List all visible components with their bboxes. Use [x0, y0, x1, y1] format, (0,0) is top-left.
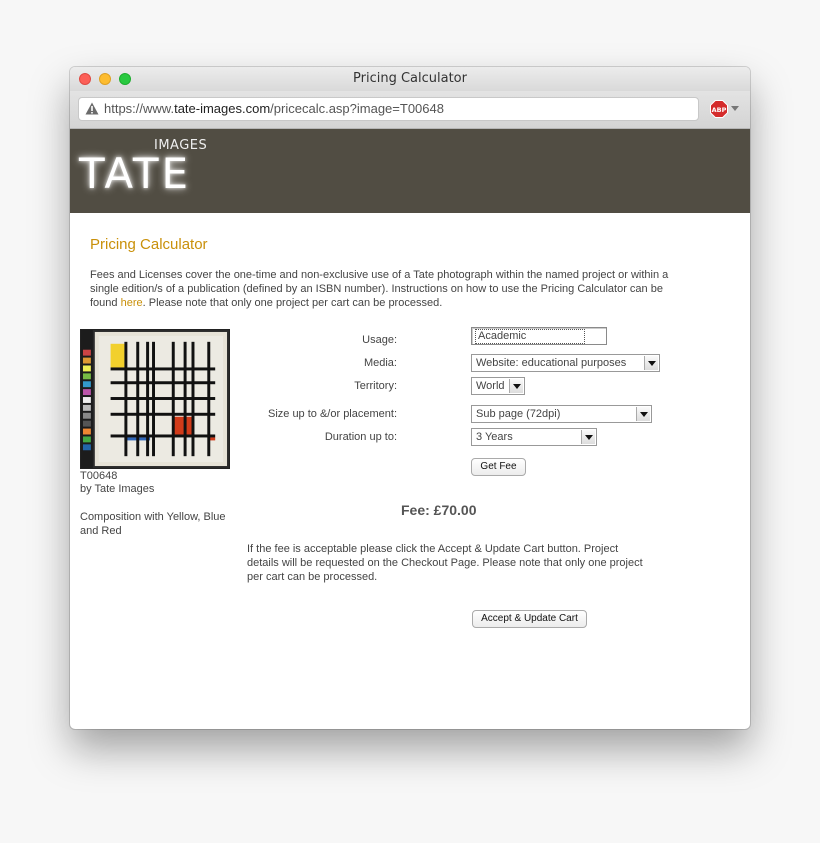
chevron-down-icon	[636, 407, 650, 421]
get-fee-button[interactable]: Get Fee	[471, 458, 526, 476]
url-text	[104, 98, 444, 120]
url-domain: tate-images.com	[174, 101, 271, 116]
adblock-menu-chevron-icon[interactable]	[731, 106, 739, 111]
minimize-window-button[interactable]	[99, 73, 111, 85]
artwork-credit: by Tate Images	[80, 483, 155, 495]
intro-text	[90, 268, 670, 310]
zoom-window-button[interactable]	[119, 73, 131, 85]
media-label: Media:	[363, 357, 397, 369]
duration-value: 3 Years	[476, 431, 513, 443]
window-controls	[79, 73, 131, 85]
title-bar	[70, 67, 750, 91]
accept-note: If the fee is acceptable please click the Accept & Update Cart button. Project details will be requested on the Checkout Page. Please note that only one project per cart can be processed.	[247, 543, 643, 583]
adblock-icon[interactable]	[710, 100, 728, 118]
artwork-thumbnail[interactable]	[80, 329, 230, 469]
accept-update-cart-button[interactable]: Accept & Update Cart	[472, 610, 587, 628]
size-value: Sub page (72dpi)	[476, 408, 561, 420]
close-window-button[interactable]	[79, 73, 91, 85]
artwork-title: Composition with Yellow, Blue and Red	[80, 511, 226, 537]
intro-text-start: Fees and Licenses cover the one-time and non-exclusive use of a Tate photograph within the named project or within a single edition/s of a publication (defined by an ISBN number). Instructions on how to use the Pricing Calculator can be found	[90, 269, 669, 309]
intro-text-end: . Please note that only one project per cart can be processed.	[142, 297, 443, 309]
usage-label: Usage:	[362, 334, 397, 346]
browser-window	[70, 67, 750, 729]
territory-value: World	[476, 380, 505, 392]
url-path: /pricecalc.asp?image=T00648	[270, 101, 444, 116]
media-select[interactable]	[471, 354, 660, 372]
chevron-down-icon	[509, 379, 523, 393]
url-prefix: https://www.	[104, 101, 175, 116]
window-title: Pricing Calculator	[353, 71, 467, 86]
fee-amount: Fee: £70.00	[401, 502, 477, 518]
address-bar	[70, 91, 750, 129]
territory-label: Territory:	[354, 380, 397, 392]
duration-label: Duration up to:	[324, 431, 397, 443]
duration-select[interactable]	[471, 428, 597, 446]
territory-select[interactable]	[471, 377, 525, 395]
size-label: Size up to &/or placement:	[267, 408, 397, 420]
warning-icon	[85, 102, 99, 115]
usage-field[interactable]	[471, 327, 607, 345]
size-select[interactable]	[471, 405, 652, 423]
artwork-id: T00648	[80, 470, 118, 482]
url-field[interactable]	[78, 97, 699, 121]
usage-value: Academic	[478, 330, 527, 342]
chevron-down-icon	[581, 430, 595, 444]
adblock-label: ABP	[711, 106, 727, 114]
site-banner	[70, 129, 750, 213]
instructions-link[interactable]: here	[120, 297, 143, 309]
tate-logo[interactable]: TATE	[79, 149, 192, 198]
logo-images-text: IMAGES	[154, 138, 208, 153]
page-title: Pricing Calculator	[90, 236, 208, 253]
chevron-down-icon	[644, 356, 658, 370]
page-content	[70, 213, 750, 729]
media-value: Website: educational purposes	[476, 357, 627, 369]
